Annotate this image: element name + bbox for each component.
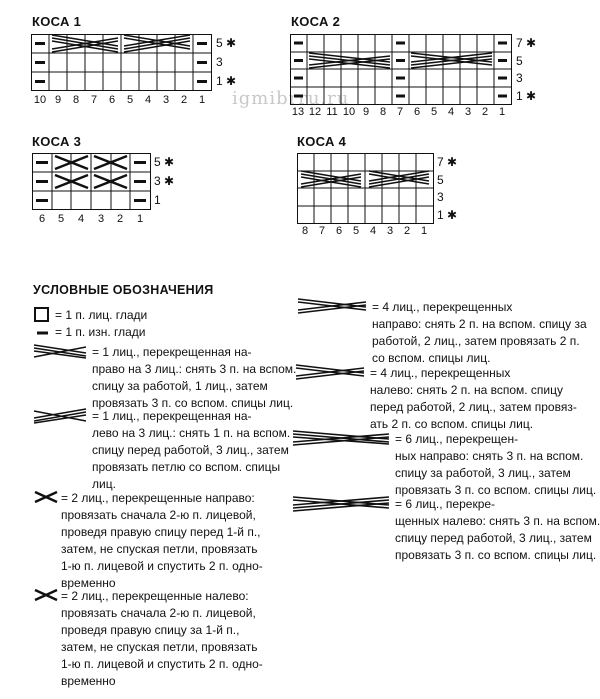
kosa2-col-label: 5 <box>430 106 438 118</box>
cross-2-right-icon <box>33 490 59 504</box>
kosa4-col-label: 3 <box>386 225 394 237</box>
kosa1-col-label: 7 <box>90 94 98 106</box>
kosa4-col-label: 2 <box>403 225 411 237</box>
legend-item-text: = 1 лиц., перекрещенная на- лево на 3 лиц.: снять 1 п. на вспом. спицу перед работой, 3 лиц., затем провязать петлю со вспом. спицы лиц. <box>92 409 291 491</box>
kosa1-row-label: 1 ✱ <box>216 74 237 88</box>
legend-item-text: = 4 лиц., перекрещенных налево: снять 2 п. на вспом. спицу перед работой, 2 лиц., затем провяз- ать 2 п. со вспом. спицы лиц. <box>370 366 577 431</box>
legend-item-text: = 2 лиц., перекрещенные направо: провязать сначала 2-ю п. лицевой, проведя правую спицу перед 1-й п., затем, не спуская петли, провязать 1-ю п. лицевой и спустить 2 п. одно- временно <box>61 491 263 590</box>
cross-4-right-icon <box>296 299 368 313</box>
kosa1-col-label: 2 <box>180 94 188 106</box>
legend-item-text: = 6 лиц., перекре- щенных налево: снять 3 п. на вспом. спицу перед работой, 3 лиц., затем провязать 3 п. со вспом. спицы лиц. <box>395 497 600 562</box>
legend-item-text: = 2 лиц., перекрещенные налево: провязать сначала 2-ю п. лицевой, проведя правую спицу за 1-й п., затем, не спуская петли, провязать 1-ю п. лицевой и спустить 2 п. одно- временно <box>61 589 263 688</box>
kosa1-col-label: 9 <box>54 94 62 106</box>
kosa4-row-label: 5 <box>437 173 444 187</box>
kosa3-col-label: 6 <box>38 213 46 225</box>
kosa4-col-label: 7 <box>318 225 326 237</box>
kosa2-col-label: 11 <box>326 106 338 118</box>
kosa2-col-label: 3 <box>464 106 472 118</box>
kosa3-row-label: 5 ✱ <box>154 155 175 169</box>
kosa3-title: КОСА 3 <box>32 134 82 149</box>
cross-3-left-icon <box>32 409 88 423</box>
watermark: igmibrru.ru <box>232 88 350 109</box>
kosa3-col-label: 1 <box>136 213 144 225</box>
kosa1-row-label: 3 <box>216 55 223 69</box>
kosa1-col-label: 3 <box>162 94 170 106</box>
kosa2-col-label: 6 <box>413 106 421 118</box>
legend-title: УСЛОВНЫЕ ОБОЗНАЧЕНИЯ <box>33 283 214 297</box>
kosa4-chart <box>297 153 437 225</box>
cross-6-right-icon <box>291 431 391 445</box>
kosa2-col-label: 13 <box>291 106 305 118</box>
kosa4-col-label: 4 <box>369 225 377 237</box>
kosa2-chart <box>290 34 516 106</box>
kosa3-col-label: 5 <box>57 213 65 225</box>
kosa2-row-label: 1 ✱ <box>516 89 537 103</box>
kosa1-col-label: 6 <box>108 94 116 106</box>
kosa2-col-label: 4 <box>447 106 455 118</box>
kosa2-col-label: 7 <box>396 106 404 118</box>
cross-3-right-icon <box>32 345 88 359</box>
kosa4-row-label: 7 ✱ <box>437 155 458 169</box>
cross-2-left-icon <box>33 588 59 602</box>
cross-4-left-icon <box>294 365 366 379</box>
kosa4-col-label: 1 <box>420 225 428 237</box>
kosa1-col-label: 1 <box>198 94 206 106</box>
kosa4-col-label: 6 <box>335 225 343 237</box>
kosa4-row-label: 1 ✱ <box>437 208 458 222</box>
kosa3-row-label: 3 ✱ <box>154 174 175 188</box>
kosa3-col-label: 4 <box>77 213 85 225</box>
kosa3-row-label: 1 <box>154 193 161 207</box>
kosa1-col-label: 10 <box>33 94 47 106</box>
cross-6-left-icon <box>291 497 391 511</box>
kosa4-col-label: 8 <box>301 225 309 237</box>
kosa4-title: КОСА 4 <box>297 134 347 149</box>
kosa2-row-label: 3 <box>516 71 523 85</box>
kosa2-title: КОСА 2 <box>291 14 341 29</box>
kosa2-row-label: 5 <box>516 54 523 68</box>
kosa2-col-label: 8 <box>379 106 387 118</box>
kosa1-chart <box>31 34 216 94</box>
kosa1-col-label: 8 <box>72 94 80 106</box>
kosa1-title: КОСА 1 <box>32 14 82 29</box>
kosa3-chart <box>32 153 154 213</box>
kosa1-col-label: 5 <box>126 94 134 106</box>
kosa4-row-label: 3 <box>437 190 444 204</box>
kosa2-col-label: 10 <box>342 106 356 118</box>
kosa2-row-label: 7 ✱ <box>516 36 537 50</box>
kosa1-col-label: 4 <box>144 94 152 106</box>
kosa2-col-label: 9 <box>362 106 370 118</box>
kosa4-col-label: 5 <box>352 225 360 237</box>
legend-item-text: = 4 лиц., перекрещенных направо: снять 2 п. на вспом. спицу за работой, 2 лиц., затем провязать 2 п. со вспом. спицы лиц. <box>372 300 587 365</box>
square-icon <box>34 307 50 323</box>
kosa2-col-label: 1 <box>498 106 506 118</box>
dash-icon <box>36 325 50 341</box>
kosa2-col-label: 12 <box>308 106 322 118</box>
legend-item-text: = 1 лиц., перекрещенная на- право на 3 лиц.: снять 3 п. на вспом. спицу за работой, 1 лиц., затем провязать 3 п. со вспом. спицы лиц. <box>92 345 297 410</box>
kosa3-col-label: 3 <box>97 213 105 225</box>
legend-item-text: = 1 п. изн. глади <box>55 325 146 339</box>
kosa1-row-label: 5 ✱ <box>216 36 237 50</box>
legend-item-text: = 6 лиц., перекрещен- ных направо: снять 3 п. на вспом. спицу за работой, 3 лиц., затем провязать 3 п. со вспом. спицы лиц. <box>395 432 597 497</box>
kosa2-col-label: 2 <box>481 106 489 118</box>
legend-item-text: = 1 п. лиц. глади <box>55 308 148 322</box>
kosa3-col-label: 2 <box>116 213 124 225</box>
